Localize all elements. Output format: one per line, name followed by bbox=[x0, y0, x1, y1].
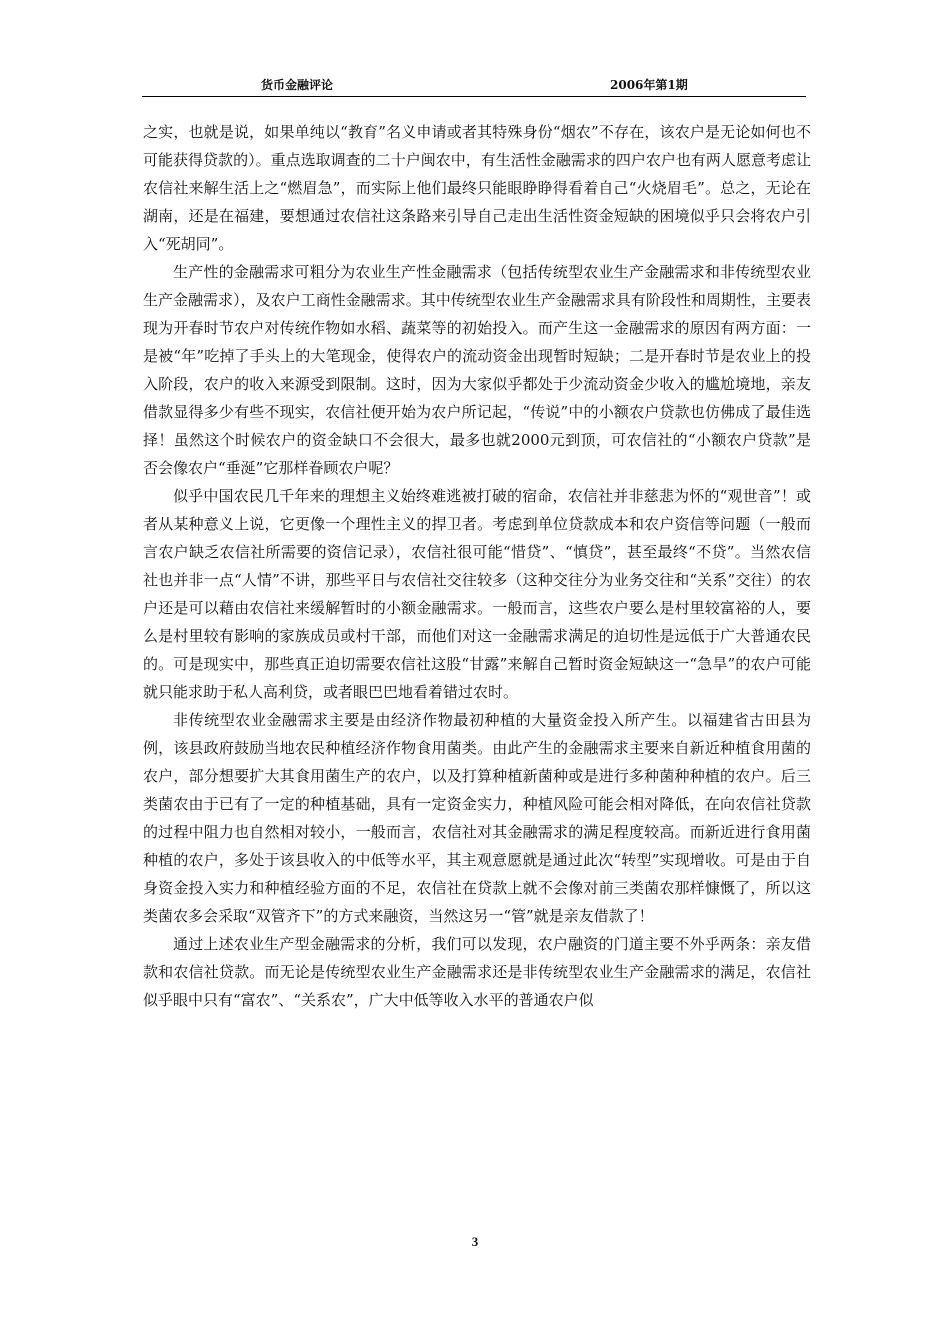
paragraph-non-traditional: 非传统型农业金融需求主要是由经济作物最初种植的大量资金投入所产生。以福建省古田县为例，该县政府鼓励当地农民种植经济作物食用菌类。由此产生的金融需求主要来自新近种植食用菌的农户，部分想要扩大其食用菌生产的农户，以及打算种植新菌种或是进行多种菌种种植的农户。后三类菌农由于已有了一定的种植基础，具有一定资金实力，种植风险可能会相对降低，在向农信社贷款的过程中阻力也自然相对较小，一般而言，农信社对其金融需求的满足程度较高。而新近进行食用菌种植的农户，多处于该县收入的中低等水平，其主观意愿就是通过此次“转型”实现增收。可是由于自身资金投入实力和种植经验方面的不足，农信社在贷款上就不会像对前三类菌农那样慷慨了，所以这类菌农多会采取“双管齐下”的方式来融资，当然这另一“管”就是亲友借款了！ bbox=[143, 711, 811, 925]
journal-title: 货币金融评论 bbox=[261, 78, 334, 92]
paragraph-credit-cooperative: 似乎中国农民几千年来的理想主义始终难逃被打破的宿命，农信社并非慈悲为怀的“观世音”！或者从某种意义上说，它更像一个理性主义的捍卫者。考虑到单位贷款成本和农户资信等问题（一般而言农户缺乏农信社所需要的资信记录），农信社很可能“惜贷”、“慎贷”，甚至最终“不贷”。当然农信社也并非一点“人情”不讲，那些平日与农信社交往较多（这种交往分为业务交往和“关系”交往）的农户还是可以藉由农信社来缓解暂时的小额金融需求。一般而言，这些农户要么是村里较富裕的人，要么是村里较有影响的家族成员或村干部，而他们对这一金融需求满足的迫切性是远低于广大普通农民的。可是现实中，那些真正迫切需要农信社这股“甘露”来解自己暂时资金短缺这一“急旱”的农户可能就只能求助于私人高利贷，或者眼巴巴地看着错过农时。 bbox=[143, 487, 811, 701]
paragraph-financing-channels: 通过上述农业生产型金融需求的分析，我们可以发现，农户融资的门道主要不外乎两条：亲友借款和农信社贷款。而无论是传统型农业生产金融需求还是非传统型农业生产金融需求的满足，农信社似乎眼中只有“富农”、“关系农”，广大中低等收入水平的普通农户似 bbox=[143, 935, 811, 1009]
paragraph-production-demand: 生产性的金融需求可粗分为农业生产性金融需求（包括传统型农业生产金融需求和非传统型农业生产金融需求），及农户工商性金融需求。其中传统型农业生产金融需求具有阶段性和周期性，主要表现为开春时节农户对传统作物如水稻、蔬菜等的初始投入。而产生这一金融需求的原因有两方面：一是被“年”吃掉了手头上的大笔现金，使得农户的流动资金出现暂时短缺；二是开春时节是农业上的投入阶段，农户的收入来源受到限制。这时，因为大家似乎都处于少流动资金少收入的尴尬境地，亲友借款显得多少有些不现实，农信社便开始为农户所记起，“传说”中的小额农户贷款也仿佛成了最佳选择！虽然这个时候农户的资金缺口不会很大，最多也就2000元到顶，可农信社的“小额农户贷款”是否会像农户“垂涎”它那样眷顾农户呢？ bbox=[143, 263, 811, 477]
issue-label: 2006年第1期 bbox=[610, 78, 688, 92]
running-header bbox=[142, 78, 806, 97]
page-number: 3 bbox=[471, 1234, 479, 1249]
paragraph-continued: 之实，也就是说，如果单纯以“教育”名义申请或者其特殊身份“烟农”不存在，该农户是无论如何也不可能获得贷款的）。重点选取调查的二十户闽农中，有生活性金融需求的四户农户也有两人愿意考虑让农信社来解生活上之“燃眉急”，而实际上他们最终只能眼睁睁得看着自己“火烧眉毛”。总之，无论在湖南，还是在福建，要想通过农信社这条路来引导自己走出生活性资金短缺的困境似乎只会将农户引入“死胡同”。 bbox=[143, 123, 811, 253]
article-body bbox=[143, 118, 811, 1014]
